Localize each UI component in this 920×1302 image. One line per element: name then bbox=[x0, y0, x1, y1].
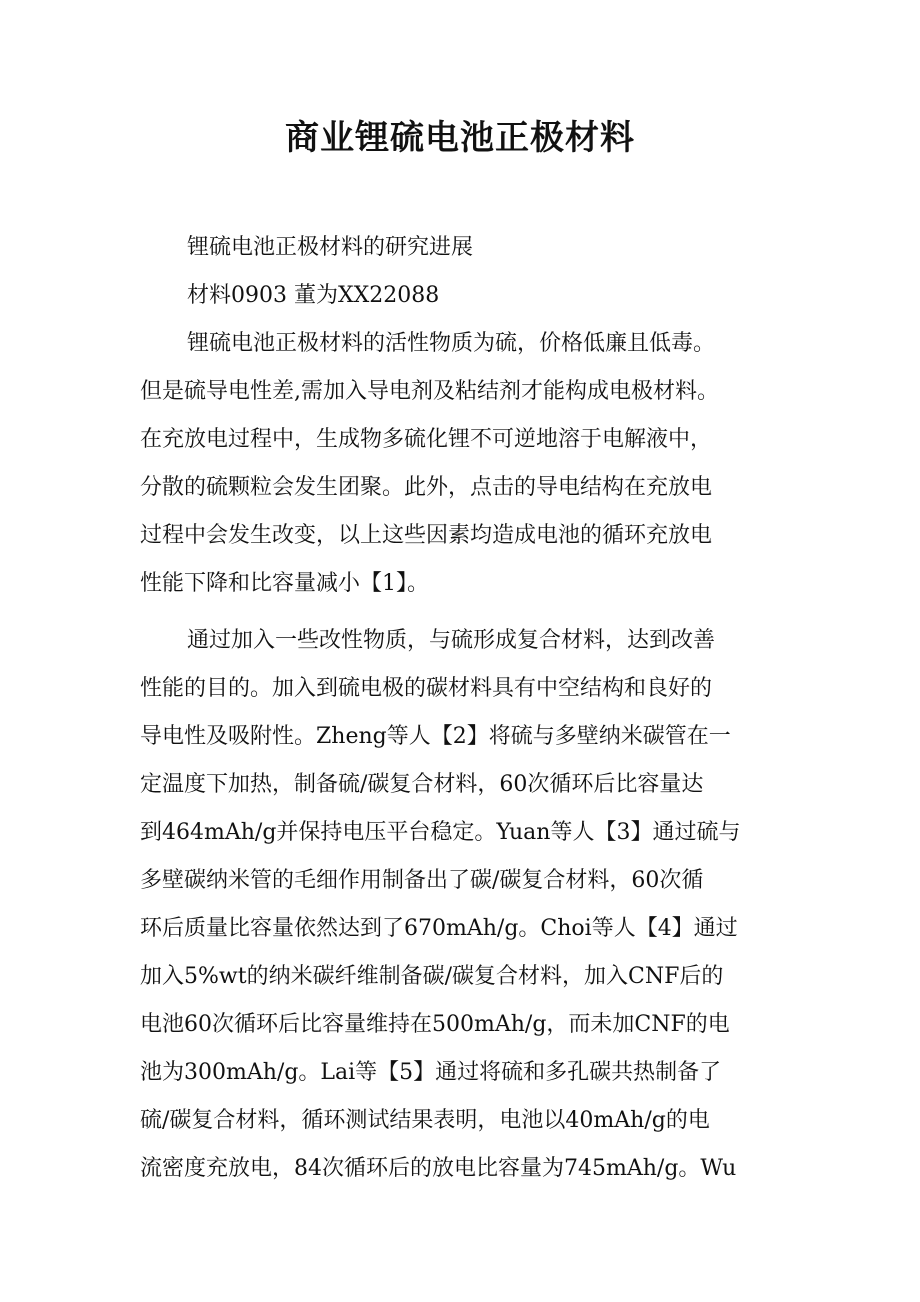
document-title: 商业锂硫电池正极材料 bbox=[285, 118, 635, 158]
paragraph-line: 在充放电过程中，生成物多硫化锂不可逆地溶于电解液中， bbox=[140, 427, 713, 452]
paragraph-line: 但是硫导电性差,需加入导电剂及粘结剂才能构成电极材料。 bbox=[140, 379, 719, 404]
paragraph-line: 硫/碳复合材料，循环测试结果表明，电池以40mAh/g的电 bbox=[140, 1108, 710, 1133]
subtitle: 锂硫电池正极材料的研究进展 bbox=[187, 235, 474, 260]
author-line: 材料0903 董为XX22088 bbox=[187, 283, 440, 308]
paragraph-line: 定温度下加热，制备硫/碳复合材料，60次循环后比容量达 bbox=[140, 772, 704, 797]
paragraph-1 bbox=[140, 320, 788, 608]
paragraph-line: 导电性及吸附性。Zheng等人【2】将硫与多壁纳米碳管在一 bbox=[140, 724, 731, 749]
paragraph-line: 池为300mAh/g。Lai等【5】通过将硫和多孔碳共热制备了 bbox=[140, 1060, 722, 1085]
paragraph-line: 性能的目的。加入到硫电极的碳材料具有中空结构和良好的 bbox=[140, 676, 713, 701]
paragraph-line: 过程中会发生改变，以上这些因素均造成电池的循环充放电 bbox=[140, 523, 713, 548]
paragraph-line: 流密度充放电，84次循环后的放电比容量为745mAh/g。Wu bbox=[140, 1156, 737, 1181]
paragraph-line: 锂硫电池正极材料的活性物质为硫，价格低廉且低毒。 bbox=[187, 331, 716, 356]
paragraph-line: 到464mAh/g并保持电压平台稳定。Yuan等人【3】通过硫与 bbox=[140, 820, 741, 845]
paragraph-line: 性能下降和比容量减小【1】。 bbox=[140, 571, 429, 596]
paragraph-line: 分散的硫颗粒会发生团聚。此外，点击的导电结构在充放电 bbox=[140, 475, 713, 500]
paragraph-line: 加入5%wt的纳米碳纤维制备碳/碳复合材料，加入CNF后的 bbox=[140, 964, 724, 989]
paragraph-line: 电池60次循环后比容量维持在500mAh/g，而未加CNF的电 bbox=[140, 1012, 730, 1037]
paragraph-line: 环后质量比容量依然达到了670mAh/g。Choi等人【4】通过 bbox=[140, 916, 738, 941]
paragraph-line: 通过加入一些改性物质，与硫形成复合材料，达到改善 bbox=[187, 628, 716, 653]
paragraph-2 bbox=[140, 617, 788, 1193]
paragraph-line: 多壁碳纳米管的毛细作用制备出了碳/碳复合材料，60次循 bbox=[140, 868, 704, 893]
document-body bbox=[140, 224, 788, 1193]
